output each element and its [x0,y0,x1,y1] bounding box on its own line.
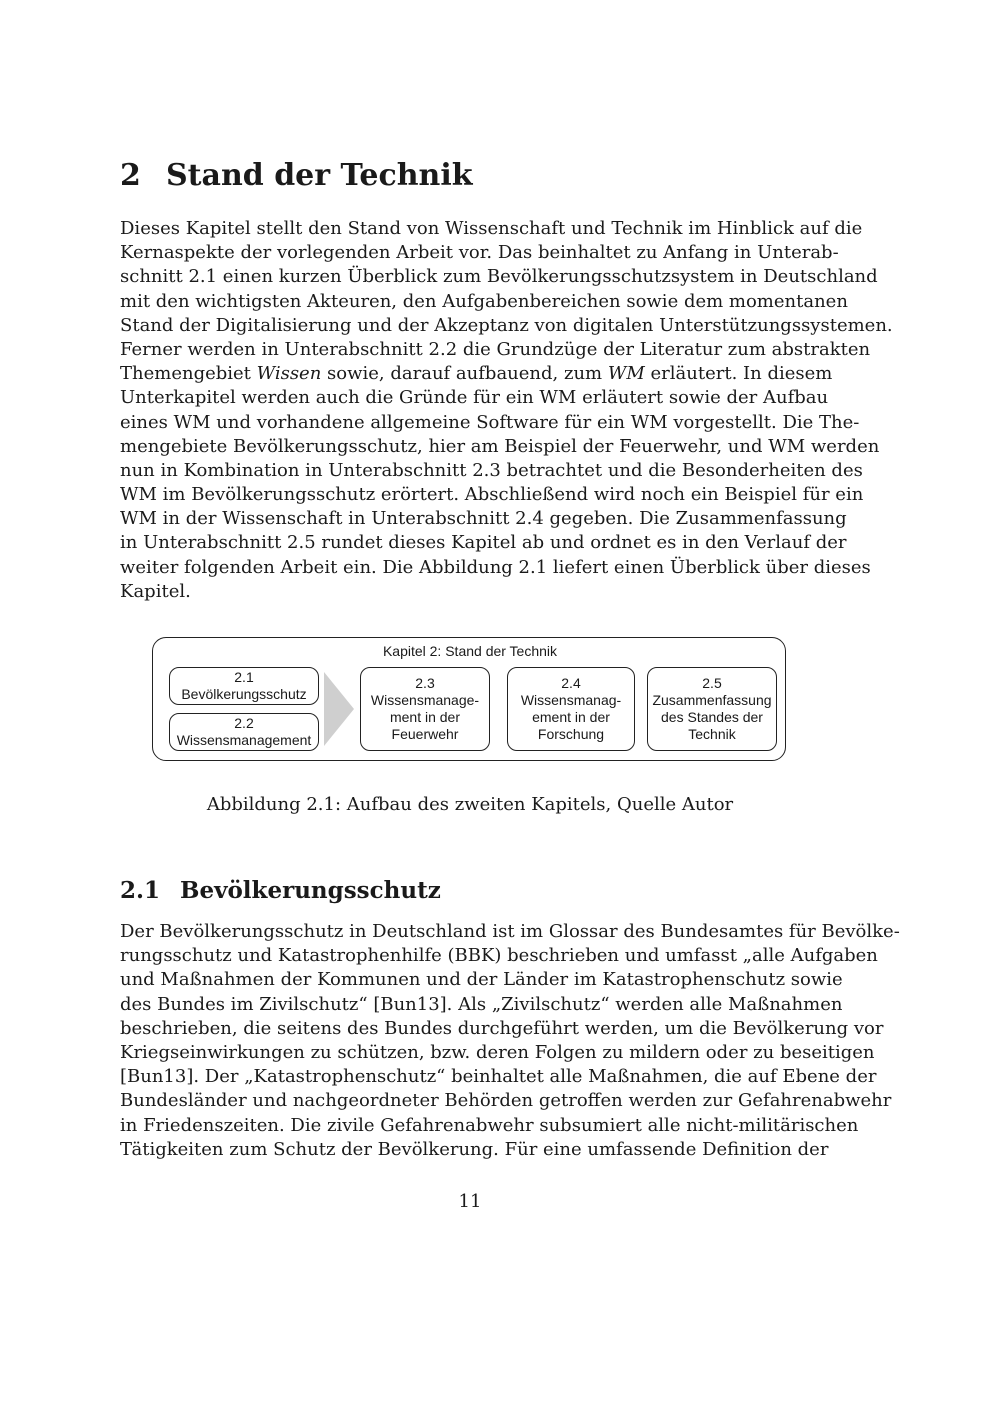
box-number: 2.4 [561,675,581,691]
box-label: Wissensmanagement [176,732,312,748]
paragraph-line: mengebiete Bevölkerungsschutz, hier am Beispiel der Feuerwehr, und WM werden [120,435,880,457]
box-label: Forschung [537,726,605,742]
paragraph-line: in Unterabschnitt 2.5 rundet dieses Kapitel ab und ordnet es in den Verlauf der [120,532,847,554]
chapter-heading [120,158,473,193]
paragraph-line: Bundesländer und nachgeordneter Behörden getroffen werden zur Gefahrenabwehr [120,1090,892,1112]
paragraph-line: Kapitel. [120,580,191,602]
paragraph-line: Unterkapitel werden auch die Gründe für ein WM erläutert sowie der Aufbau [120,387,829,409]
box-label: Bevölkerungsschutz [181,686,307,702]
box-label: Wissensmanag- [520,692,622,708]
box-label: des Standes der [661,709,763,725]
line-text: sowie, darauf aufbauend, zum [321,363,608,385]
paragraph-line: in Friedenszeiten. Die zivile Gefahrenabwehr subsumiert alle nicht-militärischen [120,1114,859,1136]
line-text: erläutert. In diesem [644,363,833,385]
box-label: Zusammenfassung [652,692,772,708]
line-text: Themengebiet [120,363,257,385]
paragraph-line: Der Bevölkerungsschutz in Deutschland ist im Glossar des Bundesamtes für Bevölke- [120,921,900,942]
paragraph-line: Tätigkeiten zum Schutz der Bevölkerung. Für eine umfassende Definition der [120,1138,829,1160]
paragraph-line: WM im Bevölkerungsschutz erörtert. Abschließend wird noch ein Beispiel für ein [120,484,864,506]
box-label: Technik [688,726,736,742]
paragraph-line: und Maßnahmen der Kommunen und der Länder im Katastrophenschutz sowie [120,969,843,991]
paragraph-line [120,362,833,386]
section-heading [120,877,441,904]
chapter-structure-diagram [150,635,790,763]
diagram-title: Kapitel 2: Stand der Technik [382,643,558,659]
paragraph-line: des Bundes im Zivilschutz“ [Bun13]. Als „Zivilschutz“ werden alle Maßnahmen [120,993,843,1015]
chapter-title: Stand der Technik [166,158,473,193]
paragraph-line: nun in Kombination in Unterabschnitt 2.3 betrachtet und die Besonderheiten des [120,459,863,481]
paragraph-line: weiter folgenden Arbeit ein. Die Abbildung 2.1 liefert einen Überblick über dieses [120,556,871,578]
paragraph-line: Dieses Kapitel stellt den Stand von Wissenschaft und Technik im Hinblick auf die [120,218,863,239]
paragraph-line: [Bun13]. Der „Katastrophenschutz“ beinhaltet alle Maßnahmen, die auf Ebene der [120,1066,877,1088]
diagram-box-2-2 [169,713,319,751]
diagram-box-2-4 [507,667,635,751]
box-label: ement in der [532,709,610,725]
box-number: 2.1 [234,669,254,685]
paragraph-line: beschrieben, die seitens des Bundes durchgeführt werden, um die Bevölkerung vor [120,1017,884,1039]
paragraph-line: mit den wichtigsten Akteuren, den Aufgabenbereichen sowie dem momentanen [120,290,848,312]
diagram-box-2-3 [360,667,490,751]
box-number: 2.2 [234,715,254,731]
paragraph-line: WM in der Wissenschaft in Unterabschnitt 2.4 gegeben. Die Zusammenfassung [120,508,847,530]
box-label: ment in der [389,709,461,725]
paragraph-line: eines WM und vorhandene allgemeine Software für ein WM vorgestellt. Die The- [120,411,860,433]
paragraph-line: Stand der Digitalisierung und der Akzeptanz von digitalen Unterstützungssystemen. [120,314,893,336]
box-number: 2.3 [415,675,435,691]
box-label: Feuerwehr [391,726,459,742]
chevron-right-icon [324,672,356,746]
intro-paragraph [120,217,893,604]
diagram-box-2-5 [647,667,777,751]
paragraph-line: Kriegseinwirkungen zu schützen, bzw. deren Folgen zu mildern oder zu beseitigen [120,1041,875,1063]
section-paragraph [120,920,900,1162]
section-title: Bevölkerungsschutz [180,877,441,904]
paragraph-line: rungsschutz und Katastrophenhilfe (BBK) beschrieben und umfasst „alle Aufgaben [120,945,878,967]
page-number: 11 [458,1191,482,1212]
diagram-box-2-1 [169,667,319,705]
paragraph-line: Kernaspekte der vorlegenden Arbeit vor. Das beinhaltet zu Anfang in Unterab- [120,242,839,264]
term-wm: WM [607,363,645,385]
paragraph-line: schnitt 2.1 einen kurzen Überblick zum Bevölkerungsschutzsystem in Deutschland [120,266,878,288]
box-number: 2.5 [702,675,722,691]
section-number: 2.1 [120,877,161,904]
figure-caption: Abbildung 2.1: Aufbau des zweiten Kapitels, Quelle Autor [206,794,734,815]
chapter-number: 2 [120,158,141,193]
term-wissen: Wissen [256,363,322,385]
paragraph-line: Ferner werden in Unterabschnitt 2.2 die Grundzüge der Literatur zum abstrakten [120,338,871,360]
box-label: Wissensmanage- [370,692,480,708]
